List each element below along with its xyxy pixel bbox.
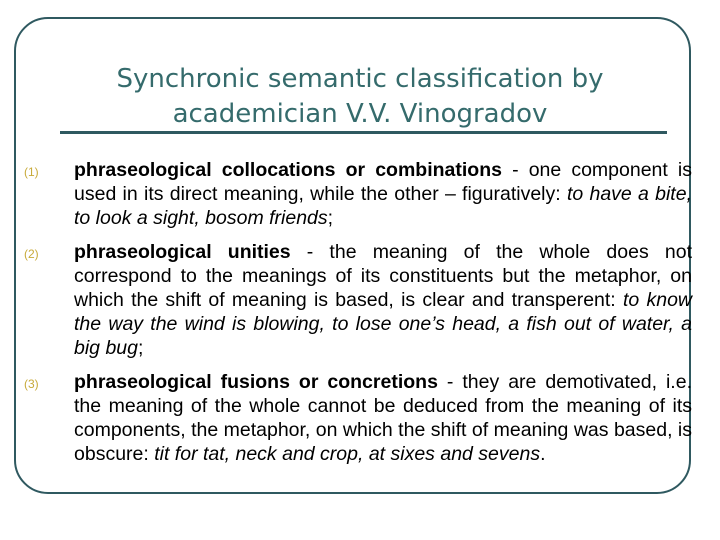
slide-title: Synchronic semantic classification by academician V.V. Vinogradov <box>116 64 604 129</box>
item-number: (2) <box>24 247 39 261</box>
item-description: - the meaning of the whole does not correspond to the meanings of its constituents but the metaphor, on which the shift of meaning is based, is clear and transperent: <box>74 241 692 311</box>
item-end: . <box>540 443 546 465</box>
title-underline <box>60 131 667 134</box>
item-end: ; <box>327 207 334 229</box>
item-number: (3) <box>24 377 39 391</box>
item-text <box>74 158 692 230</box>
list-item <box>24 158 694 230</box>
item-term: phraseological unities <box>74 241 291 263</box>
list-item <box>24 370 694 466</box>
item-text <box>74 240 692 360</box>
item-description: - they are demotivated, i.e. the meaning of the whole cannot be deduced from the meaning of its components, the metaphor, on which the shift of meaning was based, is obscure: <box>74 371 692 465</box>
item-description: - one component is used in its direct meaning, while the other – figuratively: <box>74 159 692 205</box>
item-examples: tit for tat, neck and crop, at sixes and sevens <box>154 443 541 465</box>
item-examples: to have a bite, to look a sight, bosom friends <box>74 183 692 229</box>
item-examples: to know the way the wind is blowing, to lose one’s head, a fish out of water, a big bug <box>74 289 692 359</box>
item-text <box>74 370 692 466</box>
item-term: phraseological fusions or concretions <box>74 371 438 393</box>
item-number: (1) <box>24 165 39 179</box>
item-end: ; <box>137 337 144 359</box>
classification-list <box>24 158 694 476</box>
item-term: phraseological collocations or combinations <box>74 159 502 181</box>
list-item <box>24 240 694 360</box>
